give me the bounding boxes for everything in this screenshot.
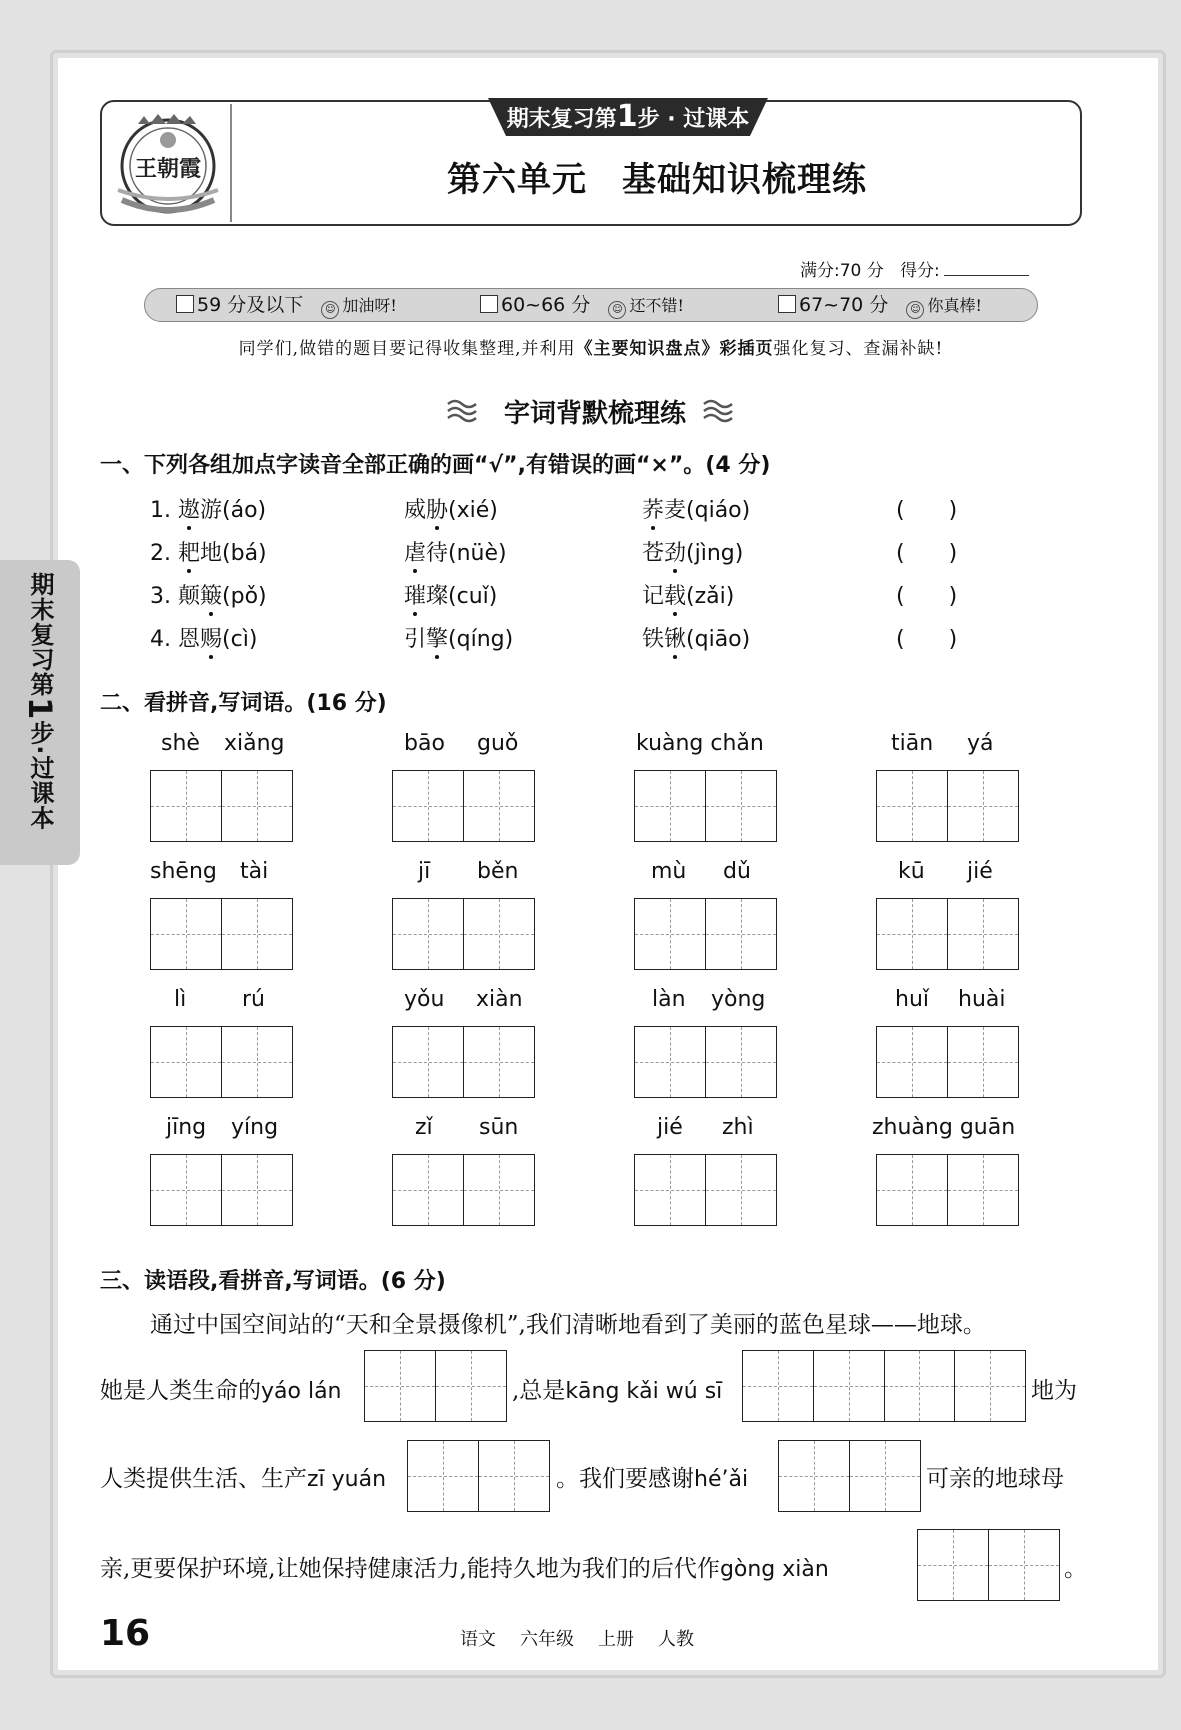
- writing-grid[interactable]: [742, 1350, 1026, 1422]
- writing-grid[interactable]: [917, 1529, 1060, 1601]
- pinyin-label: kū: [898, 859, 925, 884]
- side-tab-pre: 期末复习第: [26, 572, 54, 697]
- q1-row-3-c: 记载(zǎi): [642, 584, 735, 609]
- q1-row-1-b: 威胁(xié): [404, 498, 498, 523]
- q3-line-1: 通过中国空间站的“天和全景摄像机”,我们清晰地看到了美丽的蓝色星球——地球。: [150, 1312, 986, 1338]
- pinyin-label: zhì: [722, 1115, 754, 1140]
- q3-line-2c: 地为: [1031, 1378, 1077, 1404]
- q1-row-2-a: 2. 耙地(bá): [150, 541, 267, 566]
- checkbox-icon[interactable]: [480, 295, 498, 313]
- pinyin-label: xiàn: [476, 987, 523, 1012]
- pinyin-label: dǔ: [723, 859, 751, 884]
- writing-grid[interactable]: [150, 1154, 293, 1226]
- pinyin-label: mù: [651, 859, 687, 884]
- wave-decoration-icon: [702, 398, 734, 424]
- writing-grid[interactable]: [392, 1026, 535, 1098]
- page-title: 第六单元 基础知识梳理练: [447, 160, 867, 200]
- pinyin-label: yòng: [711, 987, 766, 1012]
- section-title: 字词背默梳理练: [503, 399, 686, 429]
- pinyin-label: tài: [240, 859, 269, 884]
- pinyin-label: jīng: [166, 1115, 207, 1140]
- q3-line-2b: ,总是kāng kǎi wú sī: [512, 1378, 723, 1404]
- pinyin-label: guǒ: [477, 731, 519, 756]
- pinyin-label: rú: [242, 987, 265, 1012]
- score-line: [800, 256, 1029, 281]
- q3-line-3c: 可亲的地球母: [926, 1466, 1064, 1492]
- q1-row-1-a: 1. 遨游(áo): [150, 498, 267, 523]
- q3-line-4b: 。: [1064, 1556, 1087, 1582]
- pinyin-label: yíng: [231, 1115, 279, 1140]
- side-tab-label: [0, 572, 80, 830]
- footer-info: 语文 六年级 上册 人教: [460, 1629, 694, 1650]
- q1-row-2-b: 虐待(nüè): [404, 541, 507, 566]
- writing-grid[interactable]: [876, 1154, 1019, 1226]
- writing-grid[interactable]: [150, 1026, 293, 1098]
- notice-text: 同学们,做错的题目要记得收集整理,并利用《主要知识盘点》彩插页强化复习、查漏补缺!: [238, 339, 944, 359]
- q1-row-4-b: 引擎(qíng): [404, 627, 514, 652]
- pinyin-label: běn: [477, 859, 519, 884]
- answer-paren-1[interactable]: ( ): [896, 498, 958, 523]
- q1-row-2-c: 苍劲(jìng): [642, 541, 744, 566]
- side-tab-num: 1: [21, 697, 59, 721]
- smiley-icon: ☺: [906, 301, 924, 319]
- q3-heading: 三、读语段,看拼音,写词语。(6 分): [100, 1269, 446, 1294]
- grade-option-1: 59 分及以下 ☺ 加油呀!: [176, 288, 397, 322]
- answer-paren-4[interactable]: ( ): [896, 627, 958, 652]
- pinyin-label: tiān: [891, 731, 934, 756]
- wangzhaoxia-logo-icon: [108, 108, 228, 220]
- writing-grid[interactable]: [150, 898, 293, 970]
- writing-grid[interactable]: [392, 1154, 535, 1226]
- writing-grid[interactable]: [634, 1026, 777, 1098]
- pinyin-label: shēng: [150, 859, 217, 884]
- writing-grid[interactable]: [407, 1440, 550, 1512]
- writing-grid[interactable]: [876, 770, 1019, 842]
- writing-grid[interactable]: [876, 1026, 1019, 1098]
- writing-grid[interactable]: [876, 898, 1019, 970]
- writing-grid[interactable]: [634, 898, 777, 970]
- pinyin-label: jī: [418, 859, 431, 884]
- q1-row-3-b: 璀璨(cuǐ): [404, 584, 498, 609]
- pinyin-label: bāo: [404, 731, 445, 756]
- writing-grid[interactable]: [364, 1350, 507, 1422]
- grade-option-2: 60~66 分 ☺ 还不错!: [480, 288, 684, 322]
- page-number: 16: [100, 1613, 151, 1654]
- writing-grid[interactable]: [392, 898, 535, 970]
- grade-option-3: 67~70 分 ☺ 你真棒!: [778, 288, 982, 322]
- pinyin-label: zhuàng guān: [872, 1115, 1016, 1140]
- q3-line-3a: 人类提供生活、生产zī yuán: [100, 1466, 387, 1492]
- pinyin-label: shè: [161, 731, 200, 756]
- pinyin-label: xiǎng: [224, 731, 285, 756]
- writing-grid[interactable]: [778, 1440, 921, 1512]
- ribbon-label: 期末复习第1步 · 过课本: [506, 99, 750, 134]
- writing-grid[interactable]: [150, 770, 293, 842]
- q1-row-3-a: 3. 颠簸(pǒ): [150, 584, 267, 609]
- smiley-icon: ☺: [321, 301, 339, 319]
- pinyin-label: jié: [657, 1115, 683, 1140]
- writing-grid[interactable]: [392, 770, 535, 842]
- q1-heading: 一、下列各组加点字读音全部正确的画“√”,有错误的画“×”。(4 分): [100, 453, 771, 478]
- checkbox-icon[interactable]: [778, 295, 796, 313]
- q2-heading: 二、看拼音,写词语。(16 分): [100, 691, 387, 716]
- answer-paren-2[interactable]: ( ): [896, 541, 958, 566]
- pinyin-label: jié: [967, 859, 993, 884]
- answer-paren-3[interactable]: ( ): [896, 584, 958, 609]
- pinyin-label: huǐ: [895, 987, 929, 1012]
- smiley-icon: ☺: [608, 301, 626, 319]
- score-label: 得分:: [899, 261, 940, 281]
- pinyin-label: yá: [967, 731, 994, 756]
- pinyin-label: kuàng chǎn: [636, 731, 764, 756]
- pinyin-label: làn: [652, 987, 686, 1012]
- checkbox-icon[interactable]: [176, 295, 194, 313]
- side-tab-post: 步·过课本: [26, 720, 54, 831]
- q1-row-4-a: 4. 恩赐(cì): [150, 627, 258, 652]
- q3-line-3b: 。我们要感谢hé’ǎi: [556, 1466, 749, 1492]
- q1-row-1-c: 荞麦(qiáo): [642, 498, 751, 523]
- q3-line-2a: 她是人类生命的yáo lán: [100, 1378, 342, 1404]
- full-score: 满分:70 分: [800, 261, 884, 281]
- q3-line-4a: 亲,更要保护环境,让她保持健康活力,能持久地为我们的后代作gòng xiàn: [100, 1556, 829, 1582]
- pinyin-label: zǐ: [415, 1115, 433, 1140]
- score-blank[interactable]: [944, 261, 1029, 276]
- pinyin-label: yǒu: [404, 987, 445, 1012]
- pinyin-label: sūn: [479, 1115, 519, 1140]
- pinyin-label: lì: [174, 987, 187, 1012]
- svg-text:王朝霞: 王朝霞: [134, 156, 202, 182]
- writing-grid[interactable]: [634, 770, 777, 842]
- pinyin-label: huài: [958, 987, 1006, 1012]
- q1-row-4-c: 铁锹(qiāo): [642, 627, 751, 652]
- writing-grid[interactable]: [634, 1154, 777, 1226]
